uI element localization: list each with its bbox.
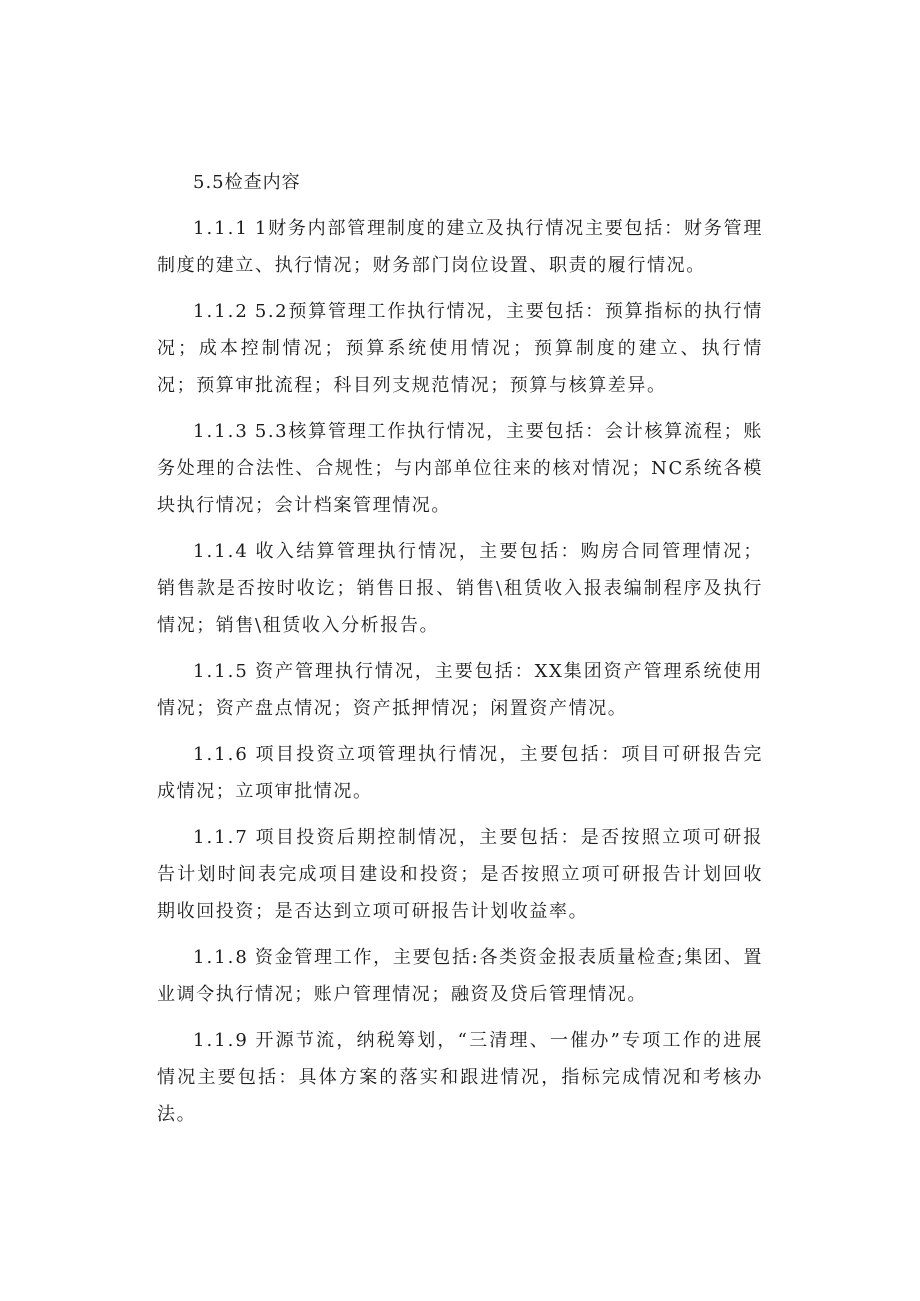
item-number: 1.1.4 (193, 541, 249, 562)
item-text: 5.2预算管理工作执行情况，主要包括：预算指标的执行情况；成本控制情况；预算系统使用情况；预算制度的建立、执行情况；预算审批流程；科目列支规范情况；预算与核算差异。 (157, 301, 763, 396)
paragraph-1-1-1 (157, 210, 763, 284)
item-text: 收入结算管理执行情况，主要包括：购房合同管理情况；销售款是否按时收讫；销售日报、销售\租赁收入报表编制程序及执行情况；销售\租赁收入分析报告。 (157, 541, 763, 636)
paragraph-1-1-4 (157, 533, 763, 644)
paragraph-1-1-6 (157, 736, 763, 810)
item-text: 项目投资立项管理执行情况，主要包括：项目可研报告完成情况；立项审批情况。 (157, 744, 763, 802)
paragraph-1-1-8 (157, 939, 763, 1013)
paragraph-1-1-7 (157, 819, 763, 930)
item-text: 项目投资后期控制情况，主要包括：是否按照立项可研报告计划时间表完成项目建设和投资；是否按照立项可研报告计划回收期收回投资；是否达到立项可研报告计划收益率。 (157, 827, 763, 922)
paragraph-1-1-2 (157, 293, 763, 404)
item-text: 资金管理工作，主要包括:各类资金报表质量检查;集团、置业调令执行情况；账户管理情况；融资及贷后管理情况。 (157, 947, 763, 1005)
item-number: 1.1.9 (193, 1030, 249, 1051)
paragraph-1-1-5 (157, 653, 763, 727)
item-text: 5.3核算管理工作执行情况，主要包括：会计核算流程；账务处理的合法性、合规性；与内部单位往来的核对情况；NC系统各模块执行情况；会计档案管理情况。 (157, 421, 763, 516)
item-number: 1.1.2 (193, 301, 249, 322)
section-heading: 5.5检查内容 (193, 172, 301, 193)
item-number: 1.1.5 (193, 661, 249, 682)
paragraph-1-1-9 (157, 1022, 763, 1133)
item-text: 1财务内部管理制度的建立及执行情况主要包括：财务管理制度的建立、执行情况；财务部门岗位设置、职责的履行情况。 (157, 218, 763, 276)
paragraph-1-1-3 (157, 413, 763, 524)
document-body (157, 165, 763, 1133)
item-text: 开源节流，纳税筹划，“三清理、一催办”专项工作的进展情况主要包括：具体方案的落实和跟进情况，指标完成情况和考核办法。 (157, 1030, 763, 1125)
item-number: 1.1.7 (193, 827, 249, 848)
item-number: 1.1.8 (193, 947, 249, 968)
item-number: 1.1.3 (193, 421, 249, 442)
item-number: 1.1.6 (193, 744, 249, 765)
item-text: 资产管理执行情况，主要包括：XX集团资产管理系统使用情况；资产盘点情况；资产抵押情况；闲置资产情况。 (157, 661, 763, 719)
item-number: 1.1.1 (193, 218, 249, 239)
